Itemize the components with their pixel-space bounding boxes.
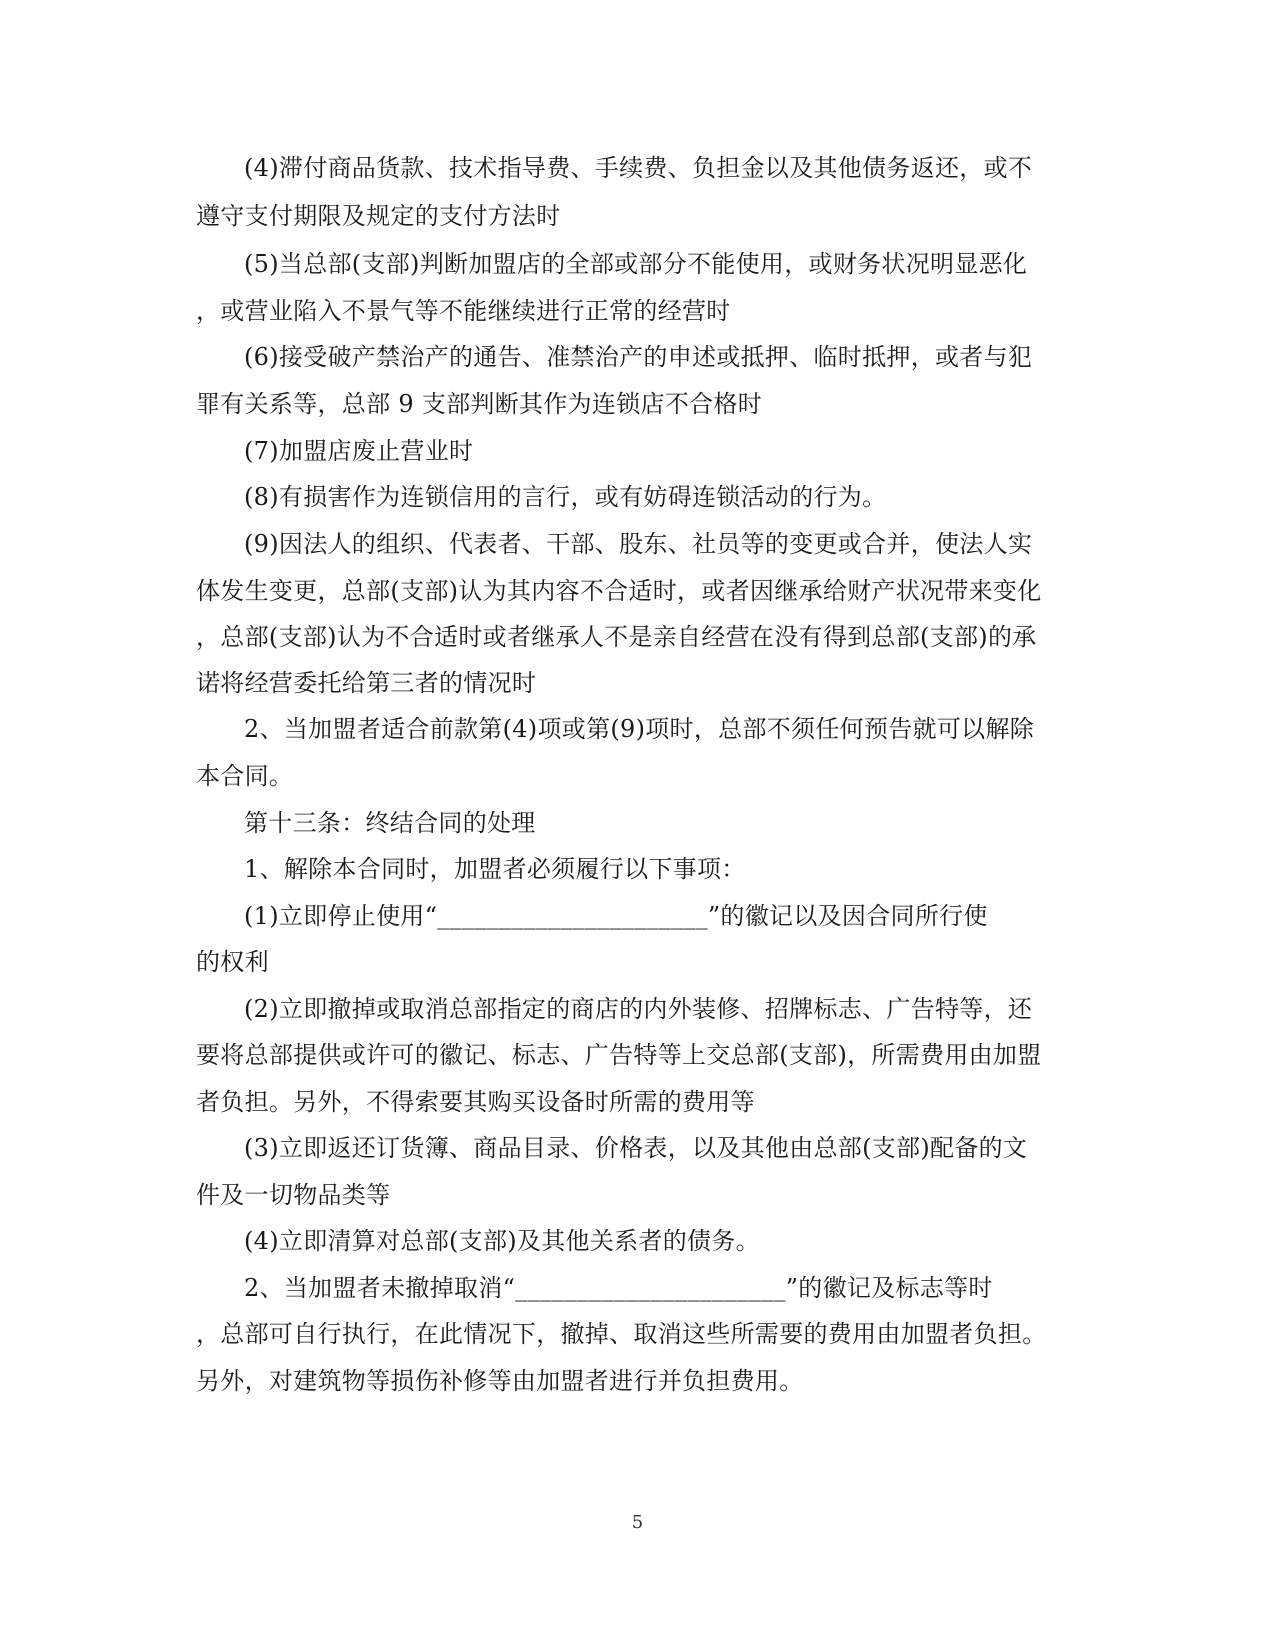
text-line: 的权利	[196, 948, 269, 976]
text-line: 件及一切物品类等	[196, 1181, 391, 1209]
text-line: (2)立即撤掉或取消总部指定的商店的内外装修、招牌标志、广告特等，还	[244, 995, 1033, 1023]
text-line: (5)当总部(支部)判断加盟店的全部或部分不能使用，或财务状况明显恶化	[244, 250, 1028, 278]
text-line: (1)立即停止使用“______________________”的徽记以及因合同所行使	[244, 902, 988, 930]
text-line: 要将总部提供或许可的徽记、标志、广告特等上交总部(支部)，所需费用由加盟	[196, 1041, 1042, 1069]
text-line: 1、解除本合同时，加盟者必须履行以下事项：	[244, 855, 746, 883]
text-line: (6)接受破产禁治产的通告、准禁治产的申述或抵押、临时抵押，或者与犯	[244, 343, 1033, 371]
text-line: (3)立即返还订货簿、商品目录、价格表，以及其他由总部(支部)配备的文	[244, 1134, 1028, 1162]
text-line: 诺将经营委托给第三者的情况时	[196, 669, 537, 697]
page-number: 5	[631, 1512, 644, 1533]
text-line: (4)立即清算对总部(支部)及其他关系者的债务。	[244, 1227, 760, 1255]
text-line: 本合同。	[196, 762, 294, 790]
section-heading: 第十三条：终结合同的处理	[244, 809, 536, 837]
text-line: 者负担。另外，不得索要其购买设备时所需的费用等	[196, 1088, 755, 1116]
text-line: 2、当加盟者适合前款第(4)项或第(9)项时，总部不须任何预告就可以解除	[244, 715, 1035, 743]
text-line: (9)因法人的组织、代表者、干部、股东、社员等的变更或合并，使法人实	[244, 530, 1033, 558]
text-line: 体发生变更，总部(支部)认为其内容不合适时，或者因继承给财产状况带来变化	[196, 577, 1042, 605]
text-line: (8)有损害作为连锁信用的言行，或有妨碍连锁活动的行为。	[244, 483, 887, 511]
text-line: ，或营业陷入不景气等不能继续进行正常的经营时	[196, 297, 731, 325]
text-line: (4)滞付商品货款、技术指导费、手续费、负担金以及其他债务返还，或不	[244, 154, 1033, 182]
text-line: ，总部可自行执行，在此情况下，撤掉、取消这些所需要的费用由加盟者负担。	[196, 1320, 1047, 1348]
text-line: (7)加盟店废止营业时	[244, 437, 474, 465]
text-line: ，总部(支部)认为不合适时或者继承人不是亲自经营在没有得到总部(支部)的承	[196, 623, 1037, 651]
text-line: 另外，对建筑物等损伤补修等由加盟者进行并负担费用。	[196, 1367, 804, 1395]
text-line: 2、当加盟者未撤掉取消“______________________”的徽记及标志等时	[244, 1274, 993, 1302]
text-line: 罪有关系等，总部 9 支部判断其作为连锁店不合格时	[196, 390, 763, 418]
text-line: 遵守支付期限及规定的支付方法时	[196, 202, 561, 230]
